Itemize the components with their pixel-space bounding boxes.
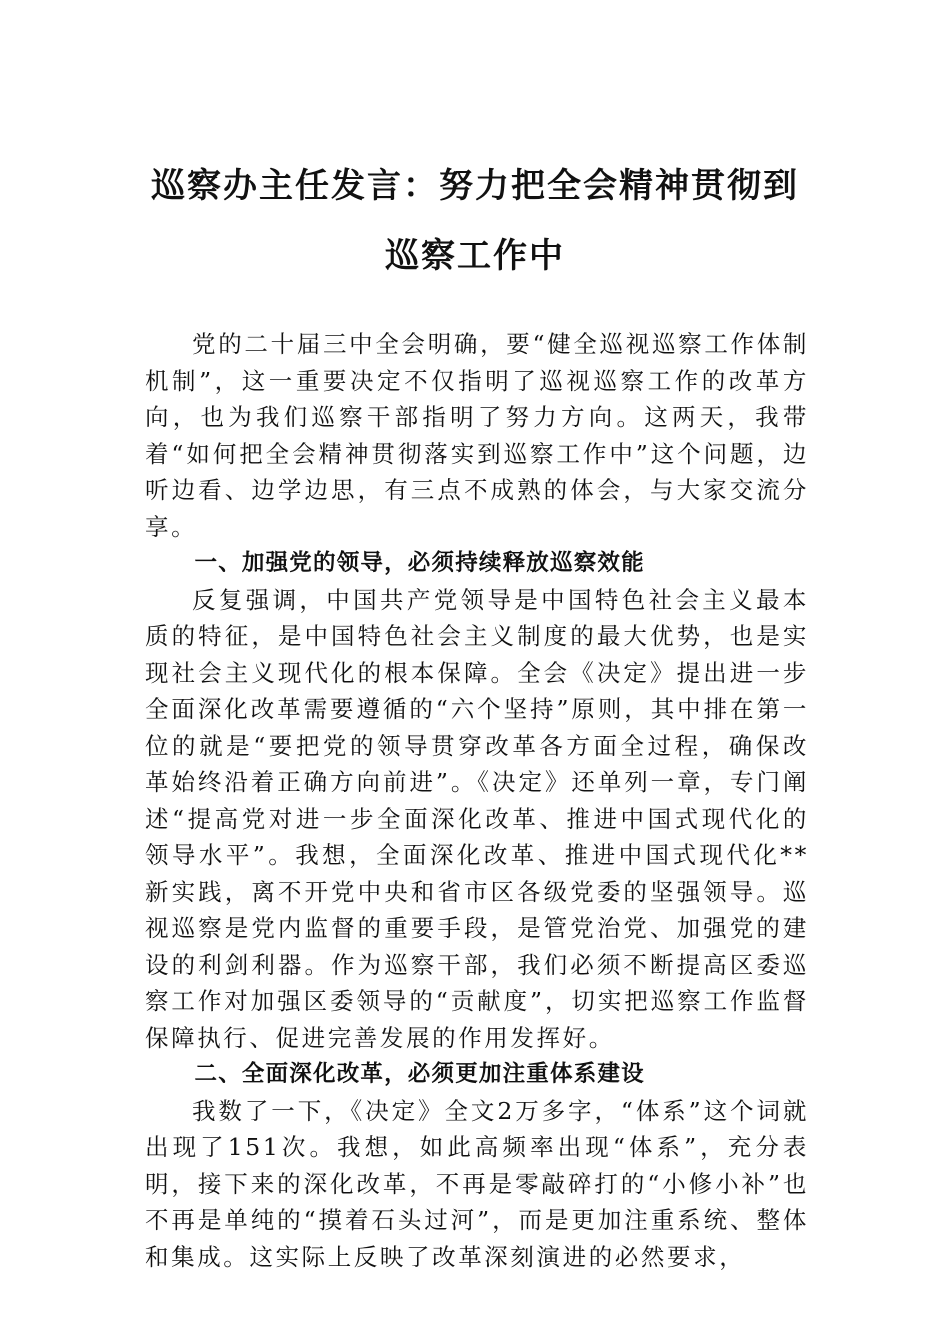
section-heading-1: 一、加强党的领导，必须持续释放巡察效能 — [194, 550, 645, 576]
body-paragraph-3: 我数了一下，《决定》全文2万多字，“体系”这个词就出现了151次。我想，如此高频率出现“体系”，充分表明，接下来的深化改革，不再是零敲碎打的“小修小补”也不再是单纯的“摸着石头过河”，而是更加注重系统、整体和集成。这实际上反映了改革深刻演进的必然要求， — [145, 1096, 809, 1271]
document-title-line-2: 巡察工作中 — [385, 236, 565, 276]
body-paragraph-1: 党的二十届三中全会明确，要“健全巡视巡察工作体制机制”，这一重要决定不仅指明了巡视巡察工作的改革方向，也为我们巡察干部指明了努力方向。这两天，我带着“如何把全会精神贯彻落实到巡察工作中”这个问题，边听边看、边学边思，有三点不成熟的体会，与大家交流分享。 — [145, 330, 809, 541]
document-body — [145, 326, 809, 1275]
section-heading-2: 二、全面深化改革，必须更加注重体系建设 — [194, 1061, 645, 1087]
document-title-line-1: 巡察办主任发言：努力把全会精神贯彻到 — [151, 166, 799, 206]
body-paragraph-2: 反复强调，中国共产党领导是中国特色社会主义最本质的特征，是中国特色社会主义制度的最大优势，也是实现社会主义现代化的根本保障。全会《决定》提出进一步全面深化改革需要遵循的“六个坚持”原则，其中排在第一位的就是“要把党的领导贯穿改革各方面全过程，确保改革始终沿着正确方向前进”。《决定》还单列一章，专门阐述“提高党对进一步全面深化改革、推进中国式现代化的领导水平”。我想，全面深化改革、推进中国式现代化**新实践，离不开党中央和省市区各级党委的坚强领导。巡视巡察是党内监督的重要手段，是管党治党、加强党的建设的利剑利器。作为巡察干部，我们必须不断提高区委巡察工作对加强区委领导的“贡献度”，切实把巡察工作监督保障执行、促进完善发展的作用发挥好。 — [145, 585, 809, 1052]
